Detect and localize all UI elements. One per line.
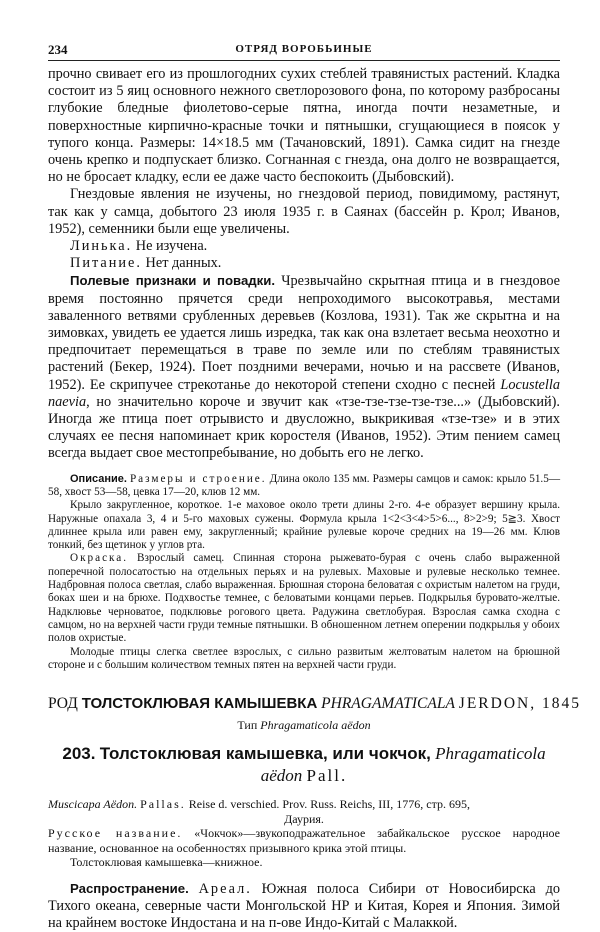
species-number: 203. — [62, 744, 96, 764]
header-rule — [48, 60, 560, 61]
distribution-text: Южная полоса Сибири от Новосибирска до Тихого океана, северные части Монгольской НР и Китая, Корея и Япония. Зимой на крайнем востоке Индостана и на п-ове Индо-Китай с Малаккой. — [48, 880, 561, 932]
page-number: 234 — [48, 42, 68, 57]
nesting-paragraph: прочно свивает его из прошлогодних сухих стеблей травянистых растений. Кладка состоит из 5 яиц основного нежного светлорозового фона, по которому разбросаны глубокие бледные фиолетово-серые пятна, иногда почти незаметные, и поверхностные кирпично-красные точки и пятнышки, сгущающиеся в поясок у тупого конца. Размеры: 14×18.5 мм (Тачановский, 1891). Самка сидит на гнезде очень крепко и подпускает близко. Согнанная с гнезда, она долго не возвращается, но не бросает кладку, если ее даже часто беспокоить (Дыбовский). — [48, 66, 560, 186]
molt-text: Не изучена. — [132, 238, 208, 255]
reference-author: Pallas. — [140, 797, 186, 812]
field-signs-text-2: , но значительно короче и звучит как «тзе-тзе-тзе-тзе-тзе...» (Дыбовский). Иногда же птица поет отрывисто и двусложно, выкрикивая «тзе-тзе» и в этих случаях ее песня напоминает крик коростеля (Иванов, 1952). Этим пением самец всегда выдает свое местопребывание, но добыть его не легко. — [48, 393, 560, 462]
genus-heading — [48, 694, 581, 714]
field-signs-label: Полевые признаки и повадки. — [70, 273, 276, 289]
genus-author: JERDON, 1845 — [458, 695, 581, 713]
distribution-sublabel: Ареал. — [198, 880, 252, 897]
description-paragraph — [48, 473, 560, 500]
breeding-paragraph: Гнездовые явления не изучены, но гнездовой период, повидимому, растянут, так как у самца, добытого 23 июля 1935 г. в Саянах (бассейн р. Крол; Иванов, 1952), семенники были еще увеличены. — [48, 186, 560, 237]
type-label: Тип — [237, 718, 258, 733]
species-name-ru: Толстоклювая камышевка, или чокчок, — [99, 744, 431, 764]
food-label: Питание. — [70, 255, 142, 272]
coloration-paragraph — [48, 552, 560, 645]
distribution-paragraph — [48, 880, 560, 932]
reference-latin: Muscicapa Aëdon. — [48, 797, 138, 812]
page-header — [48, 42, 560, 58]
distribution-label: Распространение. — [70, 880, 189, 896]
description-text: Длина около 135 мм. Размеры самцов и самок: крыло 51.5—58, хвост 53—58, цевка 17—20, клюв 12 мм. — [48, 472, 561, 498]
coloration-label: Окраска. — [70, 552, 129, 565]
field-signs-latin: Locustella naevia — [48, 376, 560, 410]
reference-citation: Reise d. verschied. Prov. Russ. Reichs, III, 1776, стр. 695, — [185, 797, 471, 812]
species-heading — [48, 743, 560, 787]
page-body — [48, 66, 581, 932]
species-author: Pall. — [306, 766, 348, 786]
type-species-line — [48, 718, 560, 733]
molt-label: Линька. — [70, 238, 133, 255]
species-name-lat: Phragamaticola aëdon — [260, 744, 546, 786]
type-species: Phragamaticola aëdon — [260, 718, 371, 733]
description-sublabel: Размеры и строение. — [129, 472, 267, 485]
description-label: Описание. — [70, 472, 127, 485]
russian-name-label: Русское название. — [48, 826, 183, 841]
genus-name-lat: PHRAGAMATICALA — [321, 695, 455, 713]
molt-paragraph — [48, 238, 560, 255]
reference-location: Даурия. — [284, 811, 324, 826]
wing-paragraph: Крыло закругленное, короткое. 1-е маховое около трети длины 2-го. 4-е образует вершину крыла. Наружные опахала 3, 4 и 5-го маховых сужены. Формула крыла 1<2<3<4>5>6..., 8>2>9; 5≧3. Хвост длиннее крыла или равен ему, закругленный; крайние рулевые короче средних на 19—26 мм. Клюв тонкий, без щетинок у углов рта. — [48, 499, 560, 552]
book-name-line: Толстоклювая камышевка—книжное. — [70, 855, 263, 870]
young-paragraph: Молодые птицы слегка светлее взрослых, с сильно развитым желтоватым налетом на брюшной стороне и с большим количеством темных пятен на верхней части груди. — [48, 645, 560, 671]
genus-prefix: РОД — [48, 695, 78, 713]
coloration-text: Взрослый самец. Спинная сторона рыжевато-бурая с очень слабо выраженной поперечной полосатостью на отдельных перьях и на рулевых. Маховые и рулевые несколько темнее. Надбровная полоса светлая, слабо выраженная. Брюшная сторона беловатая с охристым налетом на груди, боках шеи и на брюхе. Подхвостье темнее, с беловатыми концами перьев. Подкрылья буровато-желтые. Надклювье черноватое, подклювье рогового цвета. Радужина светлобурая. Взрослая самка сходна с самцом, но на верхней части груди темные пятнышки. В обношенном летнем оперении подкрылья у обоих полов охристые. — [48, 552, 560, 645]
reference-line — [48, 797, 560, 812]
russian-name-text: «Чокчок»—звукоподражательное забайкальское русское народное название, основанное на особенностях призывного крика этой птицы. — [48, 826, 560, 855]
field-signs-paragraph — [48, 272, 560, 462]
running-title: ОТРЯД ВОРОБЬИНЫЕ — [235, 43, 373, 55]
russian-name-paragraph — [48, 826, 560, 855]
food-text: Нет данных. — [141, 255, 222, 272]
genus-name-ru: ТОЛСТОКЛЮВАЯ КАМЫШЕВКА — [81, 695, 318, 713]
food-paragraph — [48, 255, 560, 272]
field-signs-text-1: Чрезвычайно скрытная птица и в гнездовое время постоянно прячется среди непроходимого высокотравья, местами заваленного ветвями срубленных деревьев (Козлова, 1931). Так же скрытна и на зимовках, увидеть ее удается лишь изредка, так как она взлетает весьма неохотно и предпочитает перемещаться в траве по земле или по стеблям травянистых растений (Бекер, 1924). Поет поздними вечерами, ночью и на рассвете (Иванов, 1952). Ее скрипучее стрекотанье до некоторой степени сходно с песней — [48, 273, 560, 393]
